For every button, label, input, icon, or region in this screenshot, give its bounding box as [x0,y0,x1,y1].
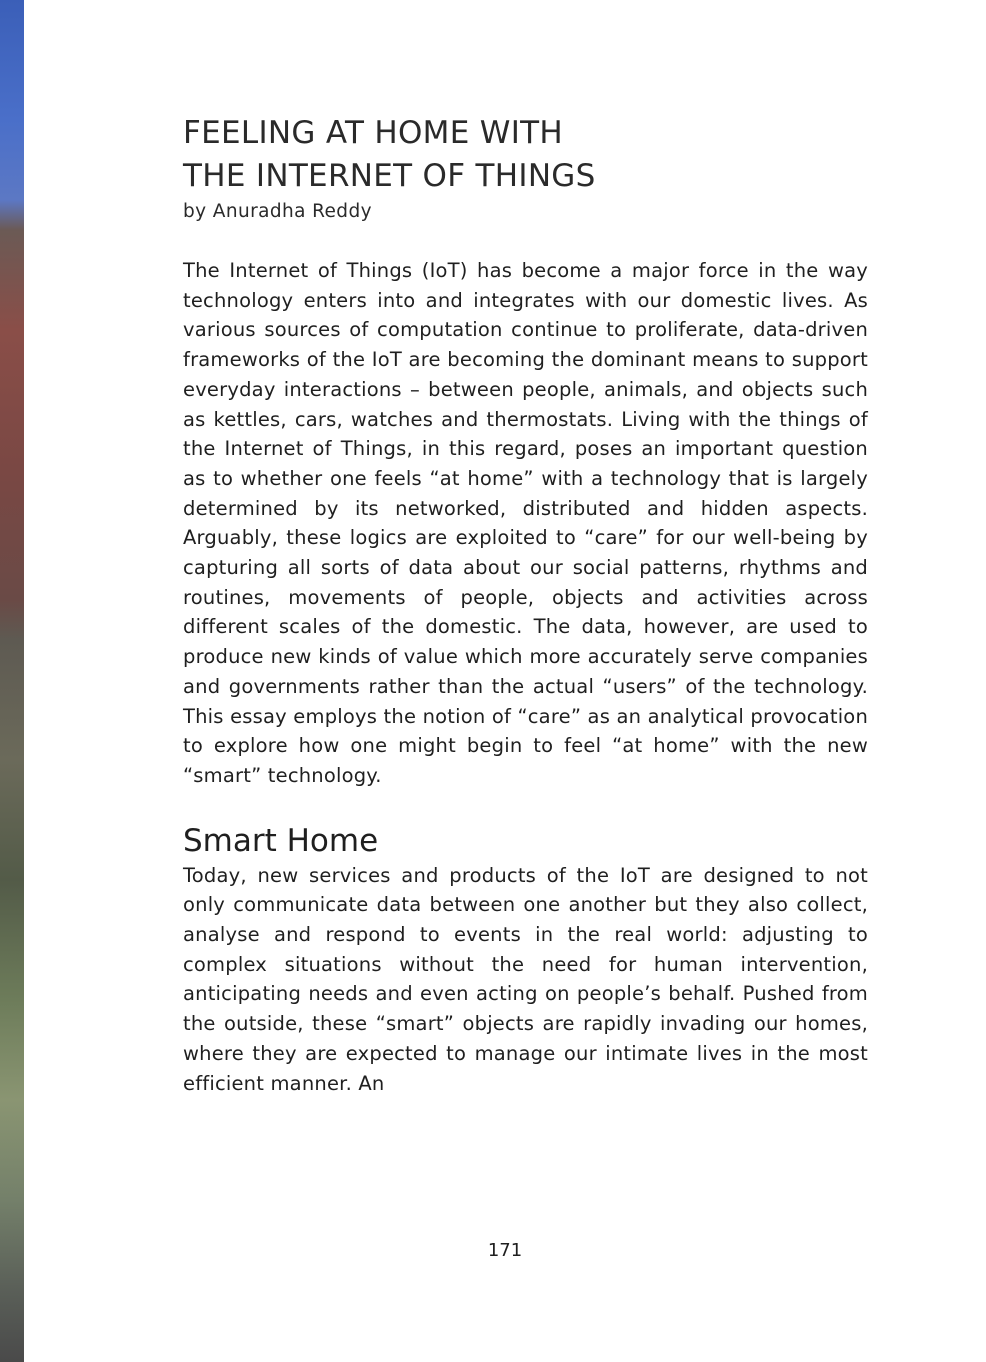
section-paragraph: Today, new services and products of the IoT are designed to not only communicate data between one another but they also collect, analyse and respond to events in the real world: adjusting to complex situations without the need for human intervention, anticipating needs and even acting on people’s behalf. Pushed from the outside, these “smart” objects are rapidly invading our homes, where they are expected to manage our intimate lives in the most efficient manner. An [183,863,868,1095]
page-number: 171 [487,1240,523,1261]
section-heading: Smart Home [183,822,379,859]
article-title-line-1: FEELING AT HOME WITH [183,115,564,151]
article-title [183,112,868,198]
page-content [183,112,868,1098]
article-title-line-2: THE INTERNET OF THINGS [183,158,596,194]
abstract-paragraph: The Internet of Things (IoT) has become a major force in the way technology enters into and integrates with our domestic lives. As various sources of computation continue to proliferate, data-driven frameworks of the IoT are becoming the dominant means to support everyday interactions – between people, animals, and objects such as kettles, cars, watches and thermostats. Living with the things of the Internet of Things, in this regard, poses an important question as to whether one feels “at home” with a technology that is largely determined by its networked, distributed and hidden aspects. Arguably, these logics are exploited to “care” for our well-being by capturing all sorts of data about our social patterns, rhythms and routines, movements of people, objects and activities across different scales of the domestic. The data, however, are used to produce new kinds of value which more accurately serve companies and governments rather than the actual “users” of the technology. This essay employs the notion of “care” as an analytical provocation to explore how one might begin to feel “at home” with the new “smart” technology. [183,259,868,787]
page [24,0,986,1362]
facing-page-edge [0,0,24,1362]
article-byline: by Anuradha Reddy [183,201,372,222]
